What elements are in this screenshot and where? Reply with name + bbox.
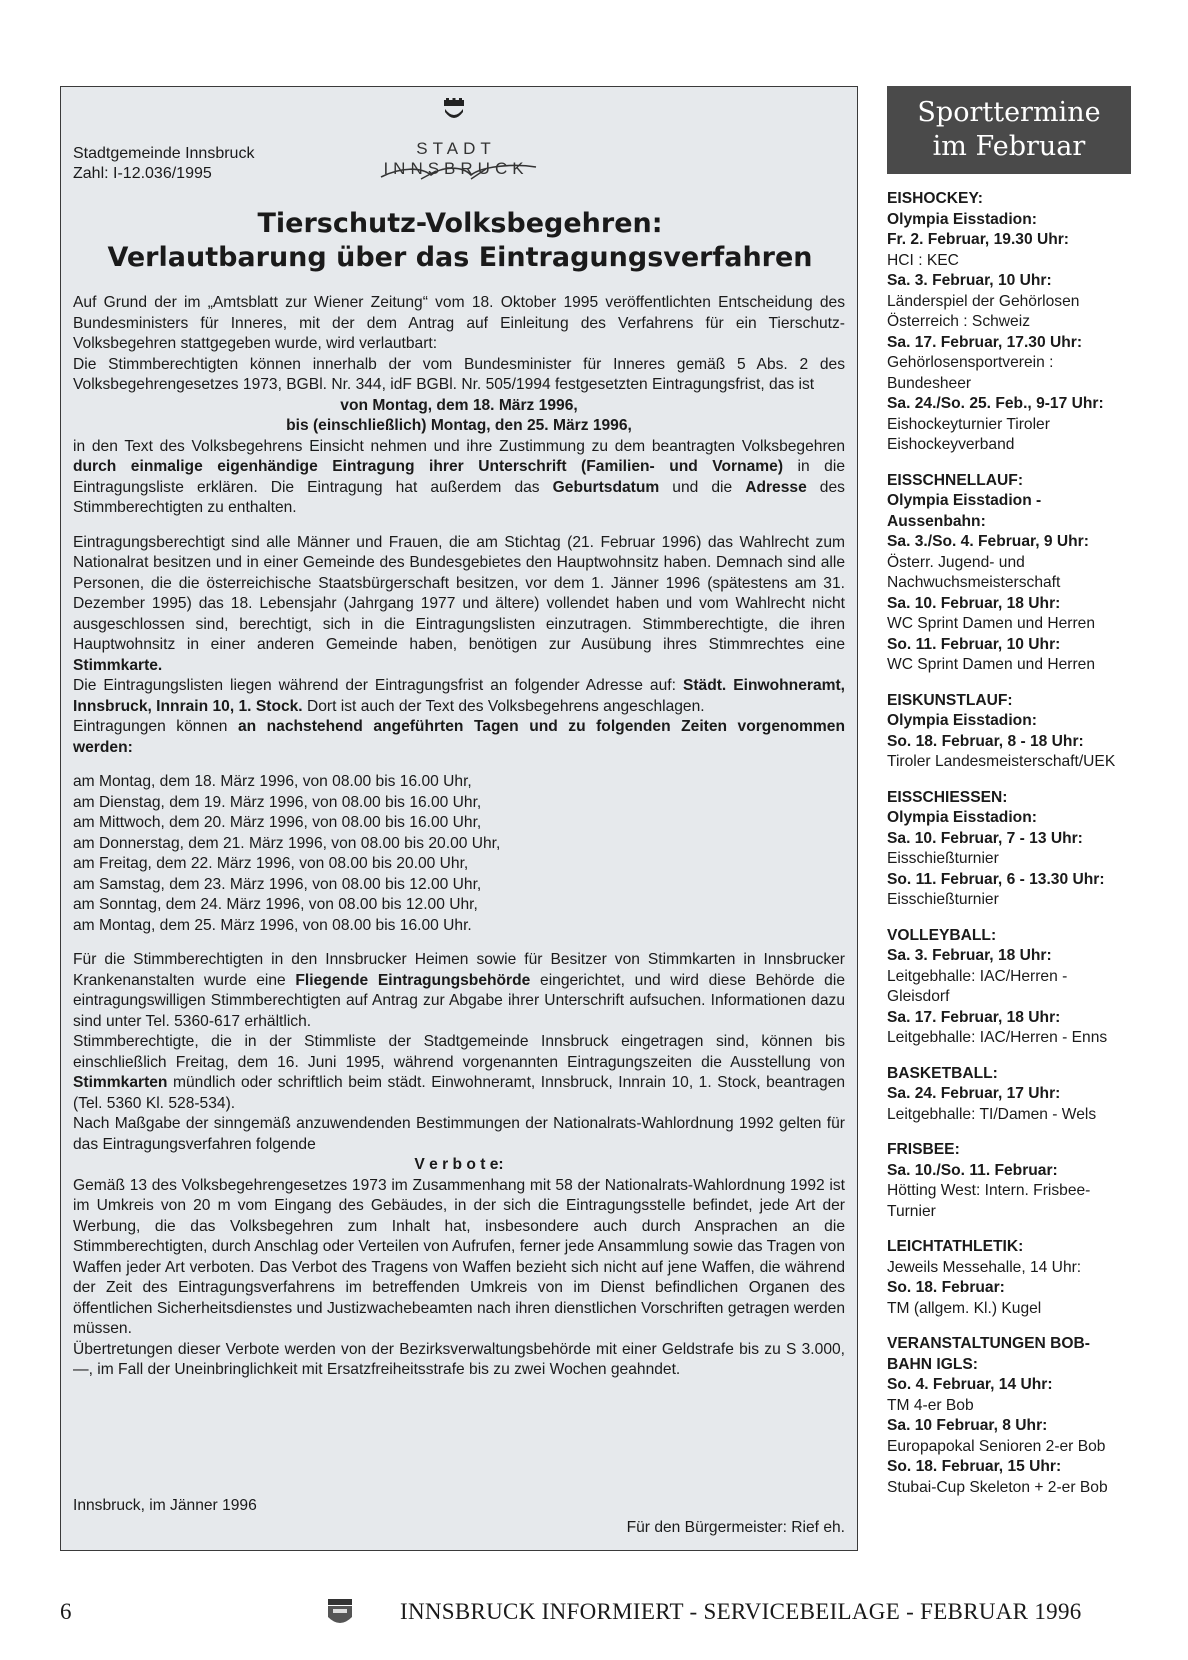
sport-heading: EISKUNSTLAUF: — [887, 691, 1013, 709]
event-description: Tiroler Landesmeisterschaft/UEK — [887, 753, 1116, 770]
event-description: Hötting West: Intern. Frisbee-Turnier — [887, 1182, 1091, 1220]
sport-section — [887, 189, 1131, 456]
event-date: Sa. 10./So. 11. Februar: — [887, 1161, 1058, 1179]
sports-calendar-title: Sporttermine im Februar — [887, 86, 1131, 174]
sport-sections — [887, 189, 1131, 1498]
event-date: Sa. 3. Februar, 10 Uhr: — [887, 272, 1052, 289]
event-description: Eisschießturnier — [887, 850, 999, 867]
brand-wave-icon — [361, 159, 561, 183]
paragraph: Übertretungen dieser Verbote werden von der Bezirksverwaltungsbehörde mit einer Geldstrafe bis zu S 3.000,—, im Fall der Uneinbringlichkeit mit Ersatzfreiheitsstrafe bis zu zwei Wochen geahndet. — [73, 1340, 845, 1378]
sport-heading: LEICHTATHLETIK: — [887, 1238, 1024, 1255]
event-date: So. 11. Februar, 10 Uhr: — [887, 635, 1061, 653]
sport-section — [887, 1140, 1131, 1222]
city-coat-of-arms-icon — [324, 1597, 356, 1629]
event-date: Sa. 24./So. 25. Feb., 9-17 Uhr: — [887, 395, 1104, 412]
event-date: Sa. 10 Februar, 8 Uhr: — [887, 1417, 1048, 1434]
event-date: Sa. 17. Februar, 17.30 Uhr: — [887, 333, 1083, 351]
sport-heading: EISHOCKEY: — [887, 190, 983, 207]
event-date: Sa. 10. Februar, 18 Uhr: — [887, 594, 1061, 612]
sport-section — [887, 1334, 1131, 1498]
event-description: Leitgebhalle: IAC/Herren - Gleisdorf — [887, 967, 1068, 1005]
event-date: Sa. 3./So. 4. Februar, 9 Uhr: — [887, 533, 1089, 550]
sport-venue: Olympia Eisstadion: — [887, 210, 1037, 228]
notice-header — [73, 144, 254, 184]
event-description: Gehörlosensportverein : Bundesheer — [887, 354, 1054, 392]
schedule-row: am Freitag, dem 22. März 1996, von 08.00 bis 20.00 Uhr, — [73, 855, 469, 872]
paragraph: Stimmberechtigte, die in der Stimmliste der Stadtgemeinde Innsbruck eingetragen sind, können bis einschließlich Freitag, dem 16. Juni 1995, während vorgenannten Eintragungszeiten die Ausstellung von Stimmkarten mündlich oder schriftlich beim städt. Einwohneramt, Innsbruck, Innrain 10, 1. Stock, beantragen (Tel. 5360 Kl. 528-534). — [73, 1033, 845, 1112]
event-description: Österr. Jugend- und Nachwuchsmeisterschaft — [887, 553, 1061, 591]
event-date: So. 11. Februar, 6 - 13.30 Uhr: — [887, 870, 1105, 888]
city-crest-icon — [441, 97, 467, 123]
event-date: Sa. 24. Februar, 17 Uhr: — [887, 1085, 1061, 1102]
paragraph: Eintragungen können an nachstehend angeführten Tagen und zu folgenden Zeiten vorgenommen werden: — [73, 718, 845, 756]
event-description: HCI : KEC — [887, 251, 959, 269]
signature: Für den Bürgermeister: Rief eh. — [626, 1519, 845, 1536]
period-end: bis (einschließlich) Montag, den 25. März 1996, — [286, 417, 632, 434]
sport-section — [887, 926, 1131, 1049]
sport-heading: EISSCHNELLAUF: — [887, 471, 1024, 489]
event-description: TM (allgem. Kl.) Kugel — [887, 1299, 1042, 1317]
city-brand-logo: STADT INNSBRUCK — [383, 139, 529, 178]
event-date: So. 18. Februar, 15 Uhr: — [887, 1458, 1062, 1475]
sport-section — [887, 471, 1131, 676]
event-date: Sa. 3. Februar, 18 Uhr: — [887, 947, 1052, 964]
paragraph: in den Text des Volksbegehrens Einsicht nehmen und ihre Zustimmung zu dem beantragten Volksbegehren durch einmalige eigenhändige Eintragung ihrer Unterschrift (Familien- und Vorname) in die Eintragungsliste erklären. Die Eintragung hat außerdem das Geburtsdatum und die Adresse des Stimmberechtigten zu enthalten. — [73, 437, 845, 516]
event-date: Sa. 10. Februar, 7 - 13 Uhr: — [887, 829, 1083, 847]
event-date: Fr. 2. Februar, 19.30 Uhr: — [887, 231, 1069, 248]
sport-venue: Olympia Eisstadion: — [887, 712, 1037, 729]
sport-heading: EISSCHIESSEN: — [887, 788, 1008, 806]
schedule-row: am Mittwoch, dem 20. März 1996, von 08.00 bis 16.00 Uhr, — [73, 814, 482, 831]
event-description: Leitgebhalle: IAC/Herren - Enns — [887, 1029, 1108, 1046]
publication-title: INNSBRUCK INFORMIERT - SERVICEBEILAGE - FEBRUAR 1996 — [400, 1599, 1082, 1624]
event-date: So. 18. Februar, 8 - 18 Uhr: — [887, 732, 1084, 750]
registration-schedule — [73, 772, 845, 936]
paragraph: Gemäß 13 des Volksbegehrengesetzes 1973 im Zusammenhang mit 58 der Nationalrats-Wahlordnung 1992 ist im Umkreis von 20 m vom Eingang des Gebäudes, in der sich die Eintragungsstelle befindet, jede Art der Werbung, die das Volksbegehren zum Inhalt hat, insbesondere auch durch Ansprachen an die Stimmberechtigten, durch Anschlag oder Verteilen von Aufrufen, ferner jede Ansammlung sowie das Tragen von Waffen jeder Art verboten. Das Verbot des Tragens von Waffen bezieht sich nicht auf jene Waffen, die während der Zeit des Eintragungsverfahrens im betreffenden Umkreis von im Dienst befindlichen Organen des öffentlichen Sicherheitsdienstes und Justizwachebeamten nach ihren dienstlichen Vorschriften getragen werden müssen. — [73, 1176, 845, 1337]
event-description: WC Sprint Damen und Herren — [887, 656, 1095, 673]
event-description: TM 4-er Bob — [887, 1396, 974, 1414]
event-description: WC Sprint Damen und Herren — [887, 615, 1095, 632]
paragraph: Die Stimmberechtigten können innerhalb der vom Bundesminister für Inneres gemäß 5 Abs. 2 des Volksbegehrengesetzes 1973, BGBl. Nr. 344, idF BGBl. Nr. 505/1994 festgesetzten Eintragungsfrist, das ist — [73, 355, 845, 393]
schedule-row: am Sonntag, dem 24. März 1996, von 08.00 bis 12.00 Uhr, — [73, 896, 478, 913]
paragraph: Die Eintragungslisten liegen während der Eintragungsfrist an folgender Adresse auf: Städt. Einwohneramt, Innsbruck, Innrain 10, 1. Stock. Dort ist auch der Text des Volksbegehrens angeschlagen. — [73, 677, 846, 715]
event-description: Leitgebhalle: TI/Damen - Wels — [887, 1105, 1097, 1123]
schedule-row: am Samstag, dem 23. März 1996, von 08.00 bis 12.00 Uhr, — [73, 875, 482, 893]
sport-venue: Olympia Eisstadion - Aussenbahn: — [887, 492, 1042, 530]
event-description: Europapokal Senioren 2-er Bob — [887, 1437, 1106, 1455]
paragraph: Auf Grund der im „Amtsblatt zur Wiener Zeitung“ vom 18. Oktober 1995 veröffentlichten Entscheidung des Bundesministers für Inneres, mit der dem Antrag auf Einleitung des Verfahrens für ein Tierschutz-Volksbegehren stattgegeben wurde, wird verlautbart: — [73, 294, 845, 352]
sport-heading: VOLLEYBALL: — [887, 926, 997, 944]
sport-venue: Olympia Eisstadion: — [887, 809, 1037, 826]
schedule-row: am Donnerstag, dem 21. März 1996, von 08.00 bis 20.00 Uhr, — [73, 834, 501, 852]
notice-title — [61, 207, 859, 275]
title-line-1: Tierschutz-Volksbegehren: — [257, 208, 663, 239]
file-number: Zahl: I-12.036/1995 — [73, 165, 212, 182]
prohibitions-heading: V e r b o t e: — [414, 1156, 504, 1173]
authority-name: Stadtgemeinde Innsbruck — [73, 145, 255, 162]
schedule-row: am Dienstag, dem 19. März 1996, von 08.00 bis 16.00 Uhr, — [73, 793, 482, 811]
period-start: von Montag, dem 18. März 1996, — [340, 396, 578, 414]
paragraph: Für die Stimmberechtigten in den Innsbrucker Heimen sowie für Besitzer von Stimmkarten in Innsbrucker Krankenanstalten wurde eine Fliegende Eintragungsbehörde eingerichtet, und wird diese Behörde die eintragungswilligen Stimmberechtigten auf Antrag zur Abgabe ihrer Unterschrift aufsuchen. Informationen dazu sind unter Tel. 5360-617 erhältlich. — [73, 951, 845, 1030]
event-description: Stubai-Cup Skeleton + 2-er Bob — [887, 1478, 1108, 1496]
sport-heading: BASKETBALL: — [887, 1064, 998, 1082]
schedule-row: am Montag, dem 25. März 1996, von 08.00 bis 16.00 Uhr. — [73, 916, 472, 934]
event-date: So. 18. Februar: — [887, 1279, 1005, 1296]
event-description: Eishockeyturnier Tiroler Eishockeyverband — [887, 415, 1050, 453]
event-description: Jeweils Messehalle, 14 Uhr: — [887, 1258, 1082, 1276]
sport-section — [887, 691, 1131, 773]
page-footer — [60, 1597, 1130, 1633]
sport-section — [887, 788, 1131, 911]
title-line-2: Verlautbarung über das Eintragungsverfahren — [107, 242, 813, 273]
sport-section — [887, 1237, 1131, 1319]
sport-heading: FRISBEE: — [887, 1141, 960, 1158]
page-number: 6 — [60, 1599, 72, 1624]
event-date: Sa. 17. Februar, 18 Uhr: — [887, 1008, 1061, 1026]
sport-heading: VERANSTALTUNGEN BOB-BAHN IGLS: — [887, 1335, 1090, 1373]
sports-calendar — [887, 86, 1131, 1498]
event-description: Eisschießturnier — [887, 891, 999, 908]
notice-body — [73, 293, 845, 1381]
place-date: Innsbruck, im Jänner 1996 — [73, 1497, 257, 1514]
paragraph: Nach Maßgabe der sinngemäß anzuwendenden Bestimmungen der Nationalrats-Wahlordnung 1992 gelten für das Eintragungsverfahren folgende — [73, 1115, 845, 1153]
event-date: So. 4. Februar, 14 Uhr: — [887, 1376, 1053, 1393]
schedule-row: am Montag, dem 18. März 1996, von 08.00 bis 16.00 Uhr, — [73, 773, 472, 790]
official-notice — [60, 86, 858, 1551]
signature-block — [73, 1497, 845, 1536]
paragraph: Eintragungsberechtigt sind alle Männer und Frauen, die am Stichtag (21. Februar 1996) das Wahlrecht zum Nationalrat besitzen und in einer Gemeinde des Bundesgebietes den Hauptwohnsitz haben. Demnach sind alle Personen, die die österreichische Staatsbürgerschaft besitzen, vor dem 1. Jänner 1996 (spätestens am 31. Dezember 1995) das 18. Lebensjahr (Jahrgang 1977 und ältere) vollendet haben und vom Wahlrecht nicht ausgeschlossen sind, berechtigt, sich in die Eintragungslisten einzutragen. Stimmberechtigte, die ihren Hauptwohnsitz in einer anderen Gemeinde haben, benötigen zur Ausübung ihres Stimmrechtes eine Stimmkarte. — [73, 533, 845, 674]
event-description: Länderspiel der Gehörlosen Österreich : Schweiz — [887, 292, 1080, 330]
sport-section — [887, 1064, 1131, 1126]
